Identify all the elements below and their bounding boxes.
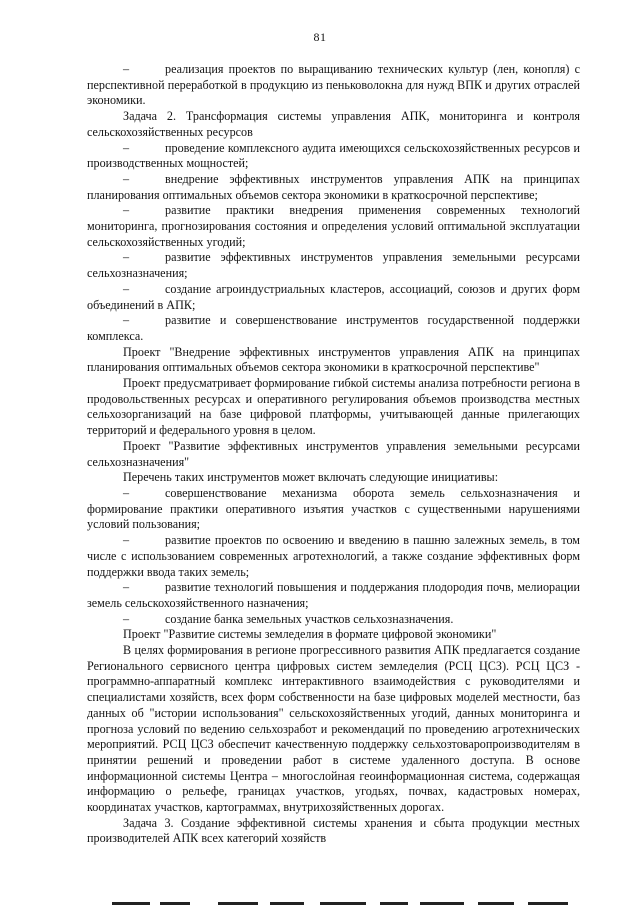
bullet-paragraph: – развитие технологий повышения и поддержания плодородия почв, мелиорации земель сельскохозяйственного назначения; (87, 580, 580, 610)
bullet-paragraph: – внедрение эффективных инструментов управления АПК на принципах планирования оптимальных объемов сектора экономики в краткосрочной перспективе; (87, 171, 580, 202)
dash-marker: – (123, 171, 130, 186)
task-heading: Задача 3. Создание эффективной системы хранения и сбыта продукции местных производителей АПК всех категорий хозяйств (87, 815, 580, 846)
bullet-paragraph: – развитие и совершенствование инструментов государственной поддержки комплекса. (87, 313, 580, 343)
document-body (87, 62, 580, 847)
dash-marker: – (123, 533, 130, 548)
body-paragraph: Перечень таких инструментов может включать следующие инициативы: (123, 470, 499, 485)
project-heading: Проект "Развитие системы земледелия в формате цифровой экономики" (123, 627, 497, 642)
bullet-paragraph: – совершенствование механизма оборота земель сельхозназначения и формирование практики оперативного изъятия участков с существенными нарушениями условий пользования; (87, 485, 580, 532)
bullet-paragraph: – создание банка земельных участков сельхозназначения. (123, 611, 454, 626)
project-heading: Проект "Внедрение эффективных инструментов управления АПК на принципах планирования оптимальных объемов сектора экономики в краткосрочной перспективе" (87, 344, 580, 375)
dash-marker: – (123, 140, 130, 155)
task-heading: Задача 2. Трансформация системы управления АПК, мониторинга и контроля сельскохозяйственных ресурсов (87, 109, 580, 139)
body-paragraph: В целях формирования в регионе прогрессивного развития АПК предлагается создание Регионального сервисного центра цифровых систем земледелия (РСЦ ЦСЗ). РСЦ ЦСЗ - программно-аппаратный комплекс интерактивного взаимодействия с руководителями и специалистами хозяйств, всех форм собственности на базе цифровых моделей местности, баз данных об "истории использования" сельскохозяйственных угодий, данных мониторинга и прогноза условий по ведению сельхозработ и рекомендаций по проведению агротехнических мероприятий. РСЦ ЦСЗ обеспечит качественную поддержку сельхозтоваропроизводителям в принятии решений и проведении работ в системе удаленного доступа. В основе информационной системы Центра – многослойная геоинформационная система, содержащая информацию о рельефе, границах участков, угодьях, почвах, кадастровых номерах, координатах участков, картограммах, внутрихозяйственных дорогах. (87, 643, 580, 815)
bullet-paragraph: – развитие практики внедрения применения современных технологий мониторинга, прогнозирования состояния и определения условий оптимальной эксплуатации сельскохозяйственных угодий; (87, 203, 580, 249)
bullet-paragraph: – развитие проектов по освоению и введению в пашню залежных земель, в том числе с использованием современных агротехнологий, а также создание эффективных форм поддержки ввода таких земель; (87, 533, 580, 579)
dash-marker: – (123, 281, 130, 296)
dash-marker: – (123, 611, 130, 626)
body-paragraph: Проект предусматривает формирование гибкой системы анализа потребности региона в продовольственных ресурсах и оперативного регулирования объемов производства местных сельхозорганизаций на базе цифровой платформы, учитывающей данные прилегающих территорий и федерального уровня в целом. (87, 376, 580, 438)
dash-marker: – (123, 485, 130, 500)
dash-marker: – (123, 62, 130, 76)
scan-edge-artifact (0, 899, 640, 905)
page-number: 81 (313, 30, 327, 44)
bullet-paragraph: – проведение комплексного аудита имеющихся сельскохозяйственных ресурсов и производственных мощностей; (87, 140, 580, 171)
project-heading: Проект "Развитие эффективных инструментов управления земельными ресурсами сельхозназначения" (87, 438, 580, 469)
dash-marker: – (123, 313, 130, 328)
bullet-paragraph: – развитие эффективных инструментов управления земельными ресурсами сельхозназначения; (87, 250, 580, 281)
dash-marker: – (123, 250, 130, 265)
bullet-paragraph: – реализация проектов по выращиванию технических культур (лен, конопля) с перспективной переработкой в продукцию из пеньковолокна для нужд ВПК и других отраслей экономики. (87, 62, 580, 108)
dash-marker: – (123, 203, 130, 218)
bullet-paragraph: – создание агроиндустриальных кластеров, ассоциаций, союзов и других форм объединений в АПК; (87, 281, 580, 312)
dash-marker: – (123, 580, 130, 595)
